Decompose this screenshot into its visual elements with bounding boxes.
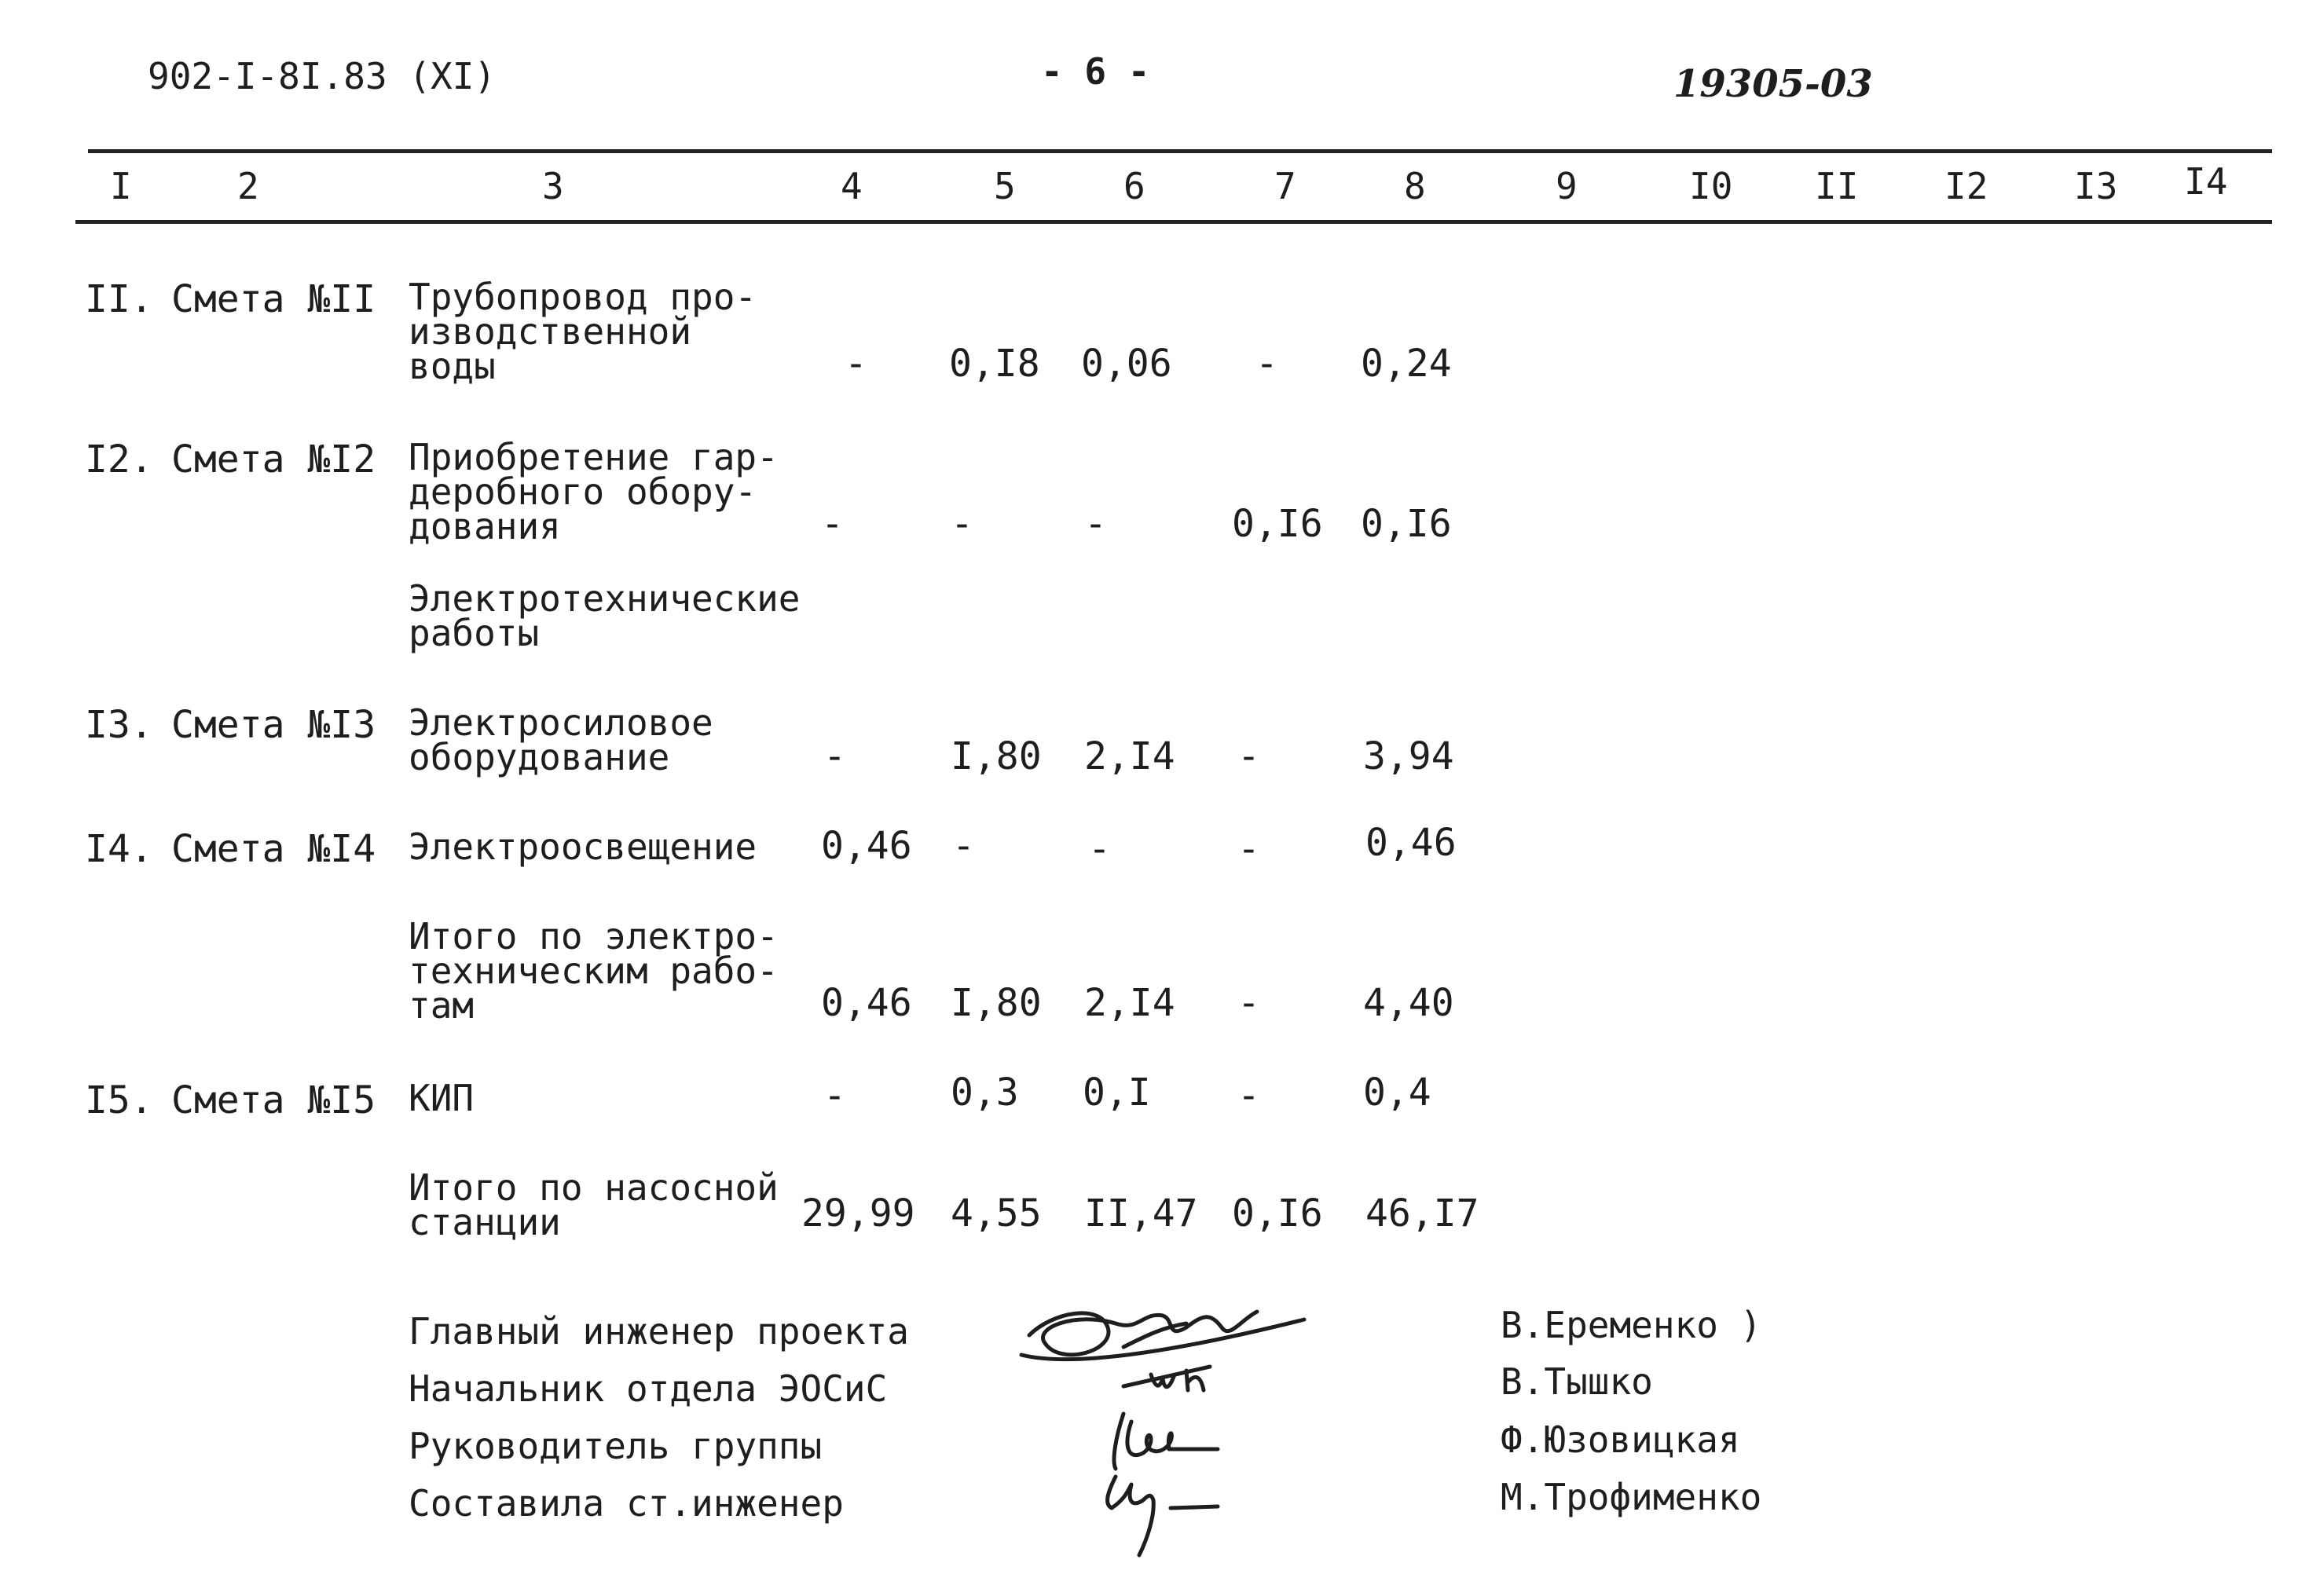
row-description: Электроосвещение xyxy=(409,825,757,868)
estimate-ref: Смета №II xyxy=(171,277,376,321)
column-number: 4 xyxy=(841,165,863,207)
col5-value: 4,55 xyxy=(951,1192,1042,1235)
signatory-role: Главный инженер проекта xyxy=(409,1310,909,1353)
signatory-name: В.Тышко xyxy=(1501,1360,1653,1403)
estimate-ref: Смета №I4 xyxy=(171,827,376,871)
col6-value: 0,I xyxy=(1083,1071,1151,1115)
col5-value: I,80 xyxy=(951,981,1042,1025)
row-number: II. xyxy=(85,277,153,321)
row-description: Приобретение гар- деробного обору- дования xyxy=(409,436,779,547)
col6-value: - xyxy=(1084,502,1107,546)
estimate-ref: Смета №I3 xyxy=(171,703,376,747)
col4-value: 0,46 xyxy=(821,981,912,1025)
col4-value: - xyxy=(823,734,846,778)
signatory-role: Составила ст.инженер xyxy=(409,1482,844,1525)
column-number: 5 xyxy=(994,165,1016,207)
col8-value: 3,94 xyxy=(1363,734,1454,778)
inventory-number: 19305-03 xyxy=(1673,62,1873,106)
col7-value: - xyxy=(1237,1074,1260,1118)
column-number: 3 xyxy=(542,165,564,207)
header-bottom-rule xyxy=(75,220,2272,224)
signatory-name: В.Еременко ) xyxy=(1501,1304,1762,1346)
col8-value: 0,46 xyxy=(1365,821,1457,865)
col6-value: 2,I4 xyxy=(1084,734,1175,778)
col5-value: - xyxy=(952,824,975,868)
col7-value: 0,I6 xyxy=(1232,1192,1323,1235)
signatory-name: М.Трофименко xyxy=(1501,1476,1762,1518)
col7-value: - xyxy=(1237,734,1260,778)
col4-value: 0,46 xyxy=(821,824,912,868)
row-number: I2. xyxy=(85,437,153,481)
signatory-role: Начальник отдела ЭОСиС xyxy=(409,1367,888,1410)
col6-value: II,47 xyxy=(1084,1192,1198,1235)
col8-value: 46,I7 xyxy=(1365,1192,1479,1235)
col8-value: 0,4 xyxy=(1363,1071,1431,1115)
row-description: Итого по насосной станции xyxy=(409,1166,779,1243)
estimate-ref: Смета №I2 xyxy=(171,437,376,481)
col8-value: 0,24 xyxy=(1361,342,1452,386)
col4-value: - xyxy=(845,342,867,386)
signatory-role: Руководитель группы xyxy=(409,1425,823,1467)
col7-value: - xyxy=(1237,827,1260,871)
col5-value: - xyxy=(951,502,973,546)
col7-value: 0,I6 xyxy=(1232,502,1323,546)
col5-value: 0,I8 xyxy=(949,342,1040,386)
project-code: 902-I-8I.83 (XI) xyxy=(148,55,497,97)
estimate-ref: Смета №I5 xyxy=(171,1078,376,1122)
col6-value: 0,06 xyxy=(1081,342,1172,386)
row-description: Трубопровод про- изводственной воды xyxy=(409,276,757,387)
col7-value: - xyxy=(1255,342,1278,386)
column-number: 2 xyxy=(237,165,259,207)
section-heading: Электротехнические работы xyxy=(409,577,801,654)
col8-value: 0,I6 xyxy=(1361,502,1452,546)
page-number: - 6 - xyxy=(1041,50,1150,93)
row-number: I4. xyxy=(85,827,153,871)
column-number: I0 xyxy=(1689,165,1733,207)
col4-value: 29,99 xyxy=(801,1192,915,1235)
column-number: I2 xyxy=(1944,165,1988,207)
col5-value: 0,3 xyxy=(951,1071,1019,1115)
column-number: 7 xyxy=(1274,165,1296,207)
col6-value: 2,I4 xyxy=(1084,981,1175,1025)
signature-dept-head xyxy=(1116,1351,1273,1406)
column-number: 9 xyxy=(1556,165,1578,207)
signature-compiler xyxy=(1084,1461,1257,1563)
col5-value: I,80 xyxy=(951,734,1042,778)
column-number: I3 xyxy=(2074,165,2118,207)
top-rule xyxy=(88,149,2272,153)
row-description: Итого по электро- техническим рабо- там xyxy=(409,915,779,1027)
col6-value: - xyxy=(1088,827,1111,871)
column-number: 6 xyxy=(1123,165,1145,207)
column-number: II xyxy=(1815,165,1859,207)
col4-value: - xyxy=(821,502,844,546)
col8-value: 4,40 xyxy=(1363,981,1454,1025)
column-number: 8 xyxy=(1404,165,1426,207)
column-number: I xyxy=(110,165,132,207)
row-description: Электросиловое оборудование xyxy=(409,701,713,778)
row-number: I5. xyxy=(85,1078,153,1122)
row-number: I3. xyxy=(85,703,153,747)
signatory-name: Ф.Юзовицкая xyxy=(1501,1418,1740,1461)
col7-value: - xyxy=(1237,981,1260,1025)
column-number: I4 xyxy=(2184,160,2228,203)
row-description: КИП xyxy=(409,1077,475,1119)
col4-value: - xyxy=(823,1074,846,1118)
